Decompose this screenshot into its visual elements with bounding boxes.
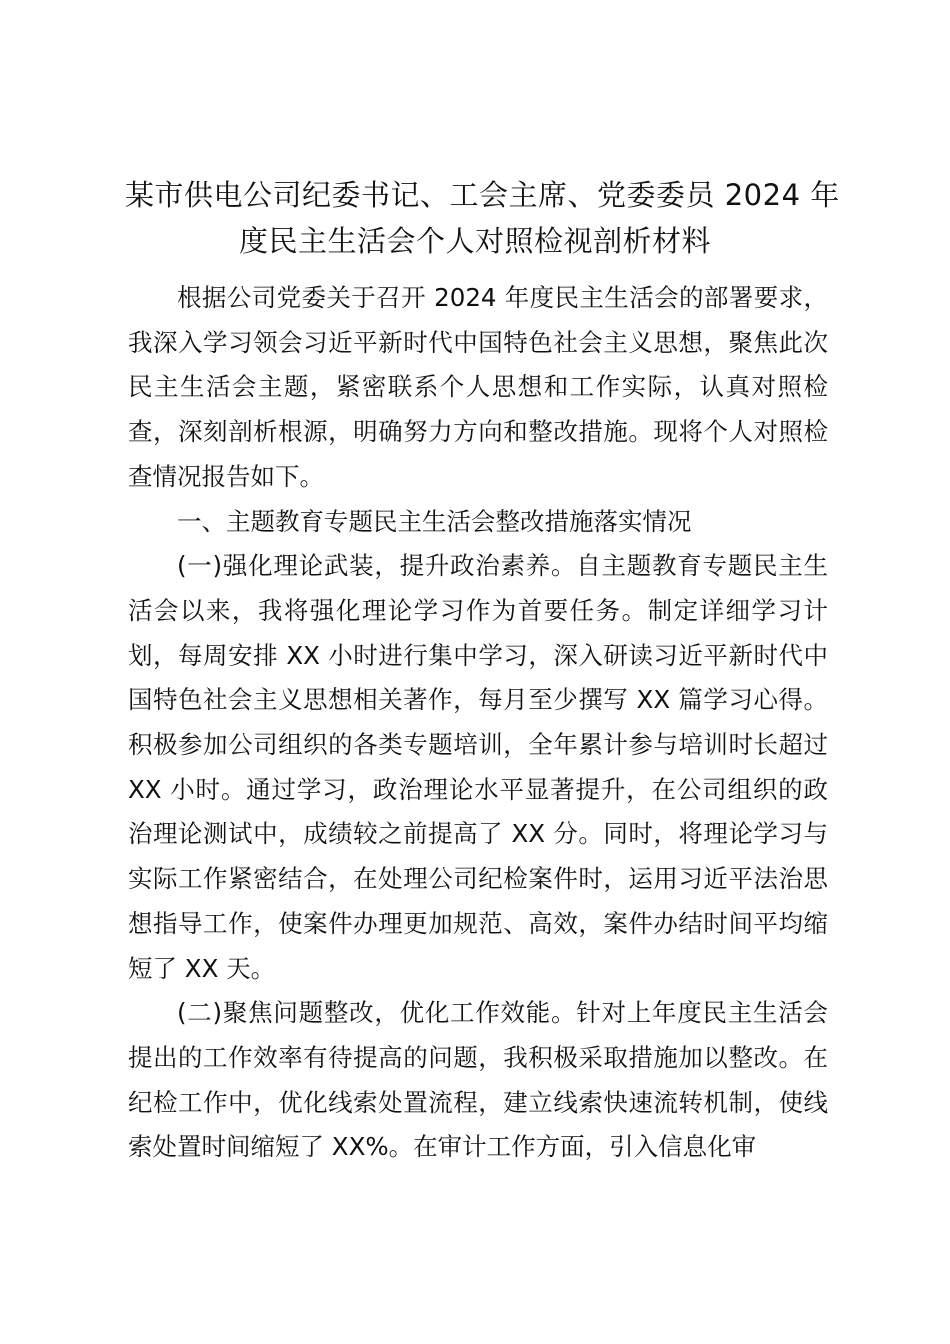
section-heading-1: 一、主题教育专题民主生活会整改措施落实情况 [177, 506, 692, 536]
subsection-paragraph-1: (一)强化理论武装，提升政治素养。自主题教育专题民主生活会以来，我将强化理论学习作为首要任务。制定详细学习计划，每周安排 XX 小时进行集中学习，深入研读习近平新时代中国特色社会主义思想相关著作，每月至少撰写 XX 篇学习心得。积极参加公司组织的各类专题培训，全年累计参与培训时长超过 XX 小时。通过学习，政治理论水平显著提升，在公司组织的政治理论测试中，成绩较之前提高了 XX 分。同时，将理论学习与实际工作紧密结合，在处理公司纪检案件时，运用习近平法治思想指导工作，使案件办理更加规范、高效，案件办结时间平均缩短了 XX 天。 [128, 551, 828, 983]
document-body [128, 276, 828, 1170]
title-line-1: 某市供电公司纪委书记、工会主席、党委委员 2024 年 [125, 178, 840, 212]
subsection-paragraph-2: (二)聚焦问题整改，优化工作效能。针对上年度民主生活会提出的工作效率有待提高的问题，我积极采取措施加以整改。在纪检工作中，优化线索处置流程，建立线索快速流转机制，使线索处置时间缩短了 XX%。在审计工作方面，引入信息化审 [128, 998, 828, 1162]
title-line-2: 度民主生活会个人对照检视剖析材料 [238, 224, 711, 258]
intro-paragraph: 根据公司党委关于召开 2024 年度民主生活会的部署要求，我深入学习领会习近平新时代中国特色社会主义思想，聚焦此次民主生活会主题，紧密联系个人思想和工作实际，认真对照检查，深刻剖析根源，明确努力方向和整改措施。现将个人对照检查情况报告如下。 [128, 283, 828, 491]
document-title [125, 172, 840, 264]
